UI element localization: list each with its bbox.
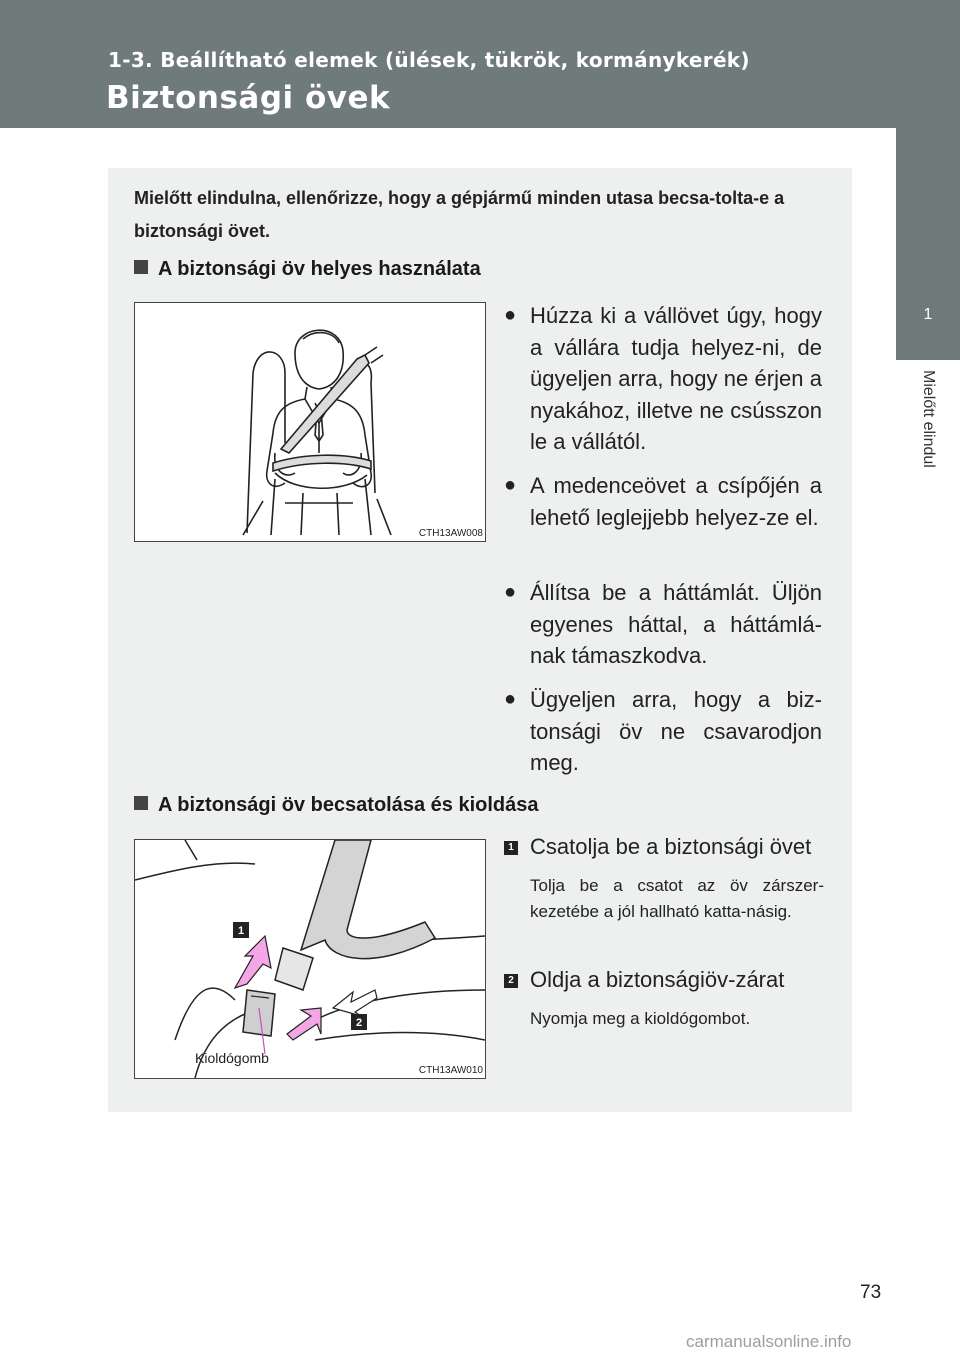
watermark: carmanualsonline.info <box>686 1332 852 1351</box>
bullet-text: A medenceövet a csípőjén a lehető leglejjebb helyez-ze el. <box>530 473 822 530</box>
square-bullet-icon <box>134 796 148 810</box>
chapter-subtitle: 1-3. Beállítható elemek (ülések, tükrök, kormánykerék) <box>108 48 750 72</box>
bullet-item <box>504 300 822 458</box>
square-bullet-icon <box>134 260 148 274</box>
intro-text: Mielőtt elindulna, ellenőrizze, hogy a gépjármű minden utasa becsa-tolta-e a biztonsági övet. <box>134 188 785 241</box>
step-item <box>504 966 824 1032</box>
svg-text:2: 2 <box>355 1017 363 1029</box>
bullet-item <box>504 470 822 533</box>
bullet-dot-icon: ● <box>504 688 517 710</box>
bullet-item <box>504 577 822 672</box>
figure-code: CTH13AW010 <box>418 1065 483 1076</box>
figure-code: CTH13AW008 <box>418 528 483 539</box>
chapter-tab[interactable] <box>896 128 960 360</box>
chapter-side-label <box>896 370 960 510</box>
release-button-label: Kioldógomb <box>195 1050 269 1066</box>
bullet-item <box>504 684 822 779</box>
bullet-text: Állítsa be a háttámlát. Üljön egyenes háttal, a háttámlá-nak támaszkodva. <box>530 580 822 668</box>
figure-seated-person <box>134 302 486 542</box>
figure-buckle <box>134 839 486 1079</box>
bullet-dot-icon: ● <box>504 474 517 496</box>
step-item <box>504 833 824 925</box>
chapter-number: 1 <box>923 306 933 323</box>
bullet-text: Húzza ki a vállövet úgy, hogy a vállára tudja helyez-ni, de ügyeljen arra, hogy ne érjen a nyakához, illetve ne csússzon le a vállától. <box>530 303 822 454</box>
seated-person-illustration <box>135 303 485 541</box>
svg-text:1: 1 <box>237 925 245 937</box>
chapter-label-text: Mielőtt elindul <box>920 370 937 468</box>
step-marker: 2 <box>504 974 518 988</box>
step-description: Tolja be a csatot az öv zárszer-kezetébe a jól hallható katta-násig. <box>530 876 824 921</box>
chapter-header <box>0 0 960 128</box>
step-title: Oldja a biztonságiöv-zárat <box>530 967 785 992</box>
step-description: Nyomja meg a kioldógombot. <box>530 1009 751 1028</box>
bullet-dot-icon: ● <box>504 581 517 603</box>
step-marker: 1 <box>504 841 518 855</box>
page-number: 73 <box>860 1282 882 1303</box>
bullet-dot-icon: ● <box>504 304 517 326</box>
step-title: Csatolja be a biztonsági övet <box>530 834 812 859</box>
bullet-text: Ügyeljen arra, hogy a biz-tonsági öv ne csavarodjon meg. <box>530 687 822 775</box>
section-heading-text: A biztonsági öv helyes használata <box>158 258 481 280</box>
section-heading-text: A biztonsági öv becsatolása és kioldása <box>158 794 539 816</box>
buckle-illustration <box>135 840 485 1078</box>
section-heading-usage <box>134 258 481 281</box>
section-heading-buckle <box>134 794 539 817</box>
page-title: Biztonsági övek <box>106 80 391 116</box>
